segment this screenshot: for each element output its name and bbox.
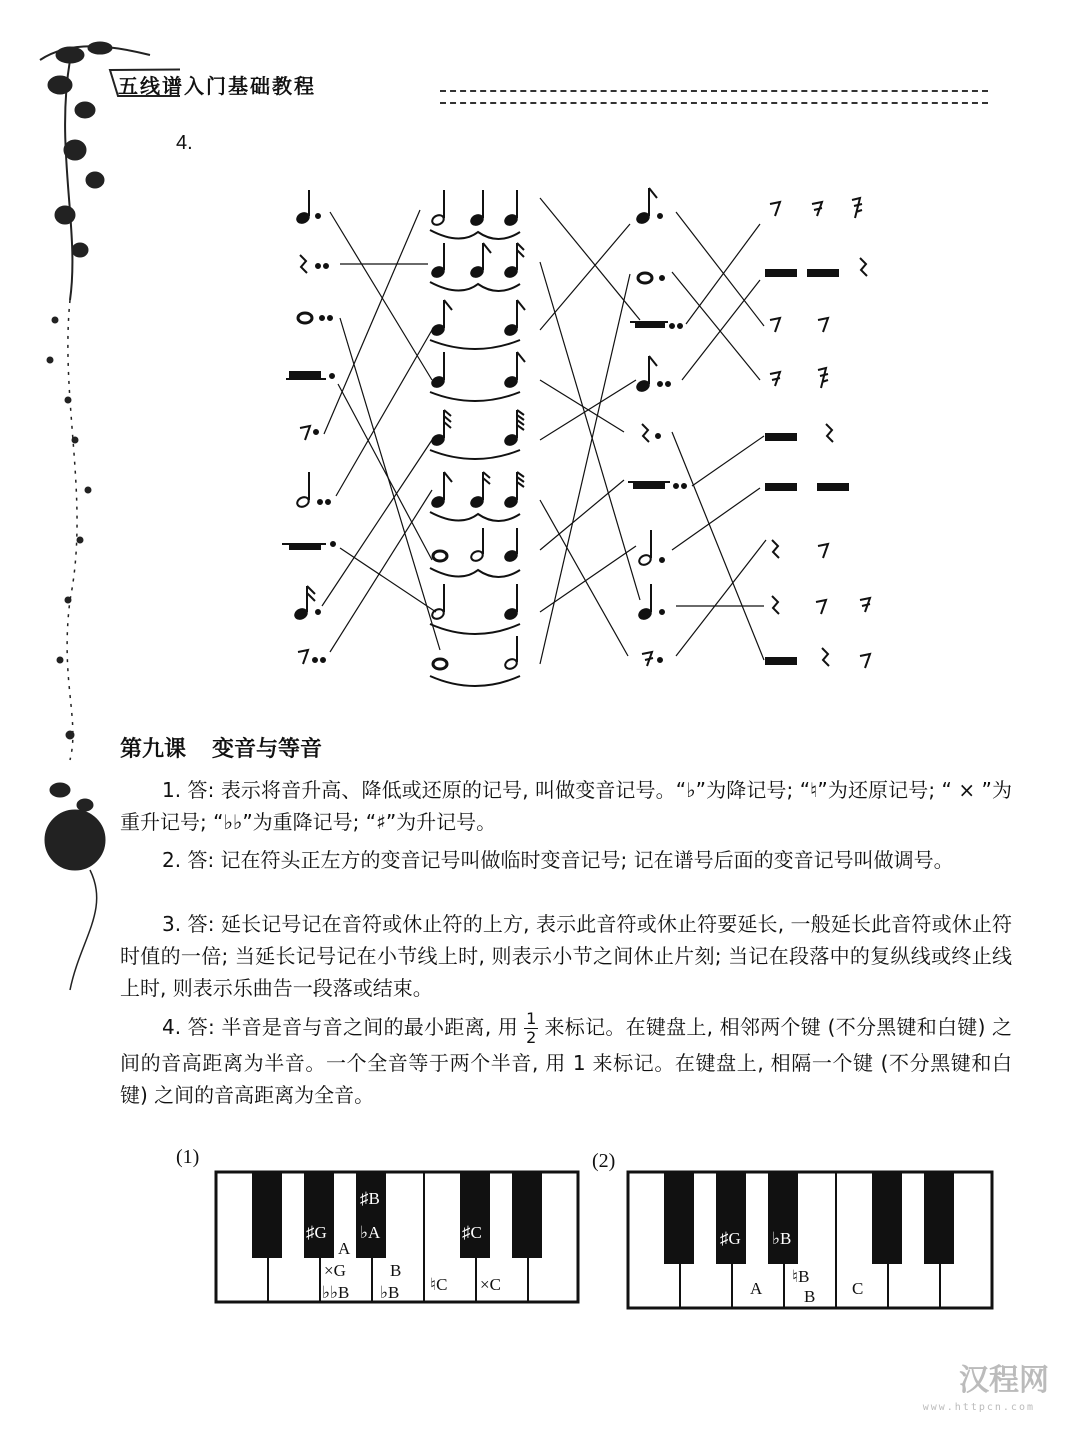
col1-double-dotted-quarter-rest: [300, 255, 328, 273]
col1-double-dotted-half: [296, 472, 330, 509]
answer-3: 3. 答: 延长记号记在音符或休止符的上方, 表示此音符或休止符要延长, 一般延长此音符或休止符时值的一倍; 当延长记号记在小节线上时, 则表示小节之间休止片刻; 当记在段落中的复纵线或终止线上时, 则表示乐曲告一段落或结束。: [120, 912, 1012, 1000]
kb1-white-label-2: ×G: [324, 1261, 346, 1280]
kb1-black-label-3: ♯B: [360, 1189, 380, 1208]
answer-4: [120, 1010, 1012, 1111]
kb2-white-label-3: B: [804, 1287, 816, 1306]
keyboard-1: [214, 1168, 580, 1308]
question-number: 4.: [176, 132, 193, 154]
col3-dotted-half: [638, 530, 664, 567]
kb2-white-label-1: A: [750, 1279, 763, 1298]
keyboard-1-label: (1): [176, 1146, 200, 1168]
col2-row-7: [430, 528, 520, 577]
col2-row-4: [430, 352, 525, 401]
col4-row-2: [766, 258, 867, 276]
kb1-black-label-1: ♯G: [306, 1223, 327, 1242]
col1-dotted-sixteenth: [294, 586, 320, 621]
answer-4-pre: 4. 答: 半音是音与音之间的最小距离, 用: [162, 1015, 519, 1039]
col3-double-dotted-eighth: [636, 356, 670, 393]
kb2-black-label-2: ♭B: [772, 1229, 792, 1248]
kb1-white-label-5: ♭B: [380, 1283, 400, 1302]
fraction-one-half: [524, 1010, 538, 1047]
kb1-white-label-6: ♮C: [430, 1275, 448, 1294]
col2-row-5: [430, 410, 524, 459]
col2-row-3: [430, 300, 525, 349]
col4-row-7: [772, 540, 828, 558]
note-matching-diagram: [270, 170, 910, 710]
col3-double-dotted-half-rest: [630, 322, 682, 328]
answer-1: 1. 答: 表示将音升高、降低或还原的记号, 叫做变音记号。“♭”为降记号; “♮”为还原记号; “ × ”为重升记号; “♭♭”为重降记号; “♯”为升记号。: [120, 778, 1012, 834]
col2-row-6: [430, 472, 524, 521]
keyboard-2-label: (2): [592, 1150, 616, 1172]
kb1-white-label-3: ♭♭B: [322, 1283, 350, 1302]
col3-double-dotted-whole-rest: [628, 482, 686, 488]
book-title: 五线谱入门基础教程: [118, 74, 316, 98]
col2-row-9: [430, 636, 520, 686]
col1-dotted-whole-rest: [286, 372, 334, 379]
kb2-black-label-1: ♯G: [720, 1229, 741, 1248]
col3-dotted-whole: [638, 273, 664, 283]
connection-lines: [322, 198, 766, 664]
col4-row-3: [770, 318, 828, 332]
watermark-logo: 汉程网: [959, 1363, 1049, 1398]
section-title: [120, 732, 348, 763]
col1-double-dotted-eighth-rest: [298, 650, 325, 664]
lesson-name: 变音与等音: [212, 737, 323, 762]
keyboard-2: [626, 1168, 996, 1312]
col2-row-8: [430, 584, 520, 634]
kb1-white-label-4: B: [390, 1261, 402, 1280]
answer-2: 2. 答: 记在符头正左方的变音记号叫做临时变音记号; 记在谱号后面的变音记号叫做调号。: [162, 848, 954, 872]
col2-row-1: [430, 190, 520, 239]
col2-row-2: [430, 243, 524, 291]
col1-dotted-eighth-rest: [300, 426, 318, 440]
watermark-url: www.httpcn.com: [922, 1402, 1035, 1413]
col1-dotted-quarter: [296, 190, 320, 225]
col4-row-8: [772, 596, 870, 614]
col3-dotted-quarter: [638, 584, 664, 621]
kb2-white-label-2: ♮B: [792, 1267, 810, 1286]
fraction-denominator: 2: [526, 1028, 537, 1047]
col3-dotted-sixteenth-rest: [642, 652, 662, 666]
header-divider: [440, 90, 988, 104]
col3-dotted-quarter-rest: [642, 424, 660, 442]
kb1-black-label-4: ♯C: [462, 1223, 482, 1242]
kb1-white-label-1: A: [338, 1239, 351, 1258]
col4-row-4: [770, 368, 828, 388]
fraction-numerator: 1: [526, 1009, 537, 1028]
col4-row-6: [766, 484, 848, 490]
kb1-black-label-2: ♭A: [360, 1223, 381, 1242]
col1-double-dotted-whole: [298, 313, 332, 323]
col4-row-9: [766, 648, 870, 668]
col4-row-1: [770, 198, 862, 218]
answer-4-post: 来标记。在键盘上, 相邻两个键 (不分黑键和白键) 之间的音高距离为半音。一个全音等于两个半音, 用 1 来标记。在键盘上, 相隔一个键 (不分黑键和白键) 之间的音高距离为全音。: [120, 1015, 1012, 1107]
kb2-white-label-4: C: [852, 1279, 864, 1298]
lesson-number: 第九课: [120, 737, 187, 762]
col1-dotted-half-rest: [282, 542, 335, 549]
kb1-white-label-7: ×C: [480, 1275, 501, 1294]
col3-dotted-eighth: [636, 188, 662, 225]
col4-row-5: [766, 424, 833, 442]
